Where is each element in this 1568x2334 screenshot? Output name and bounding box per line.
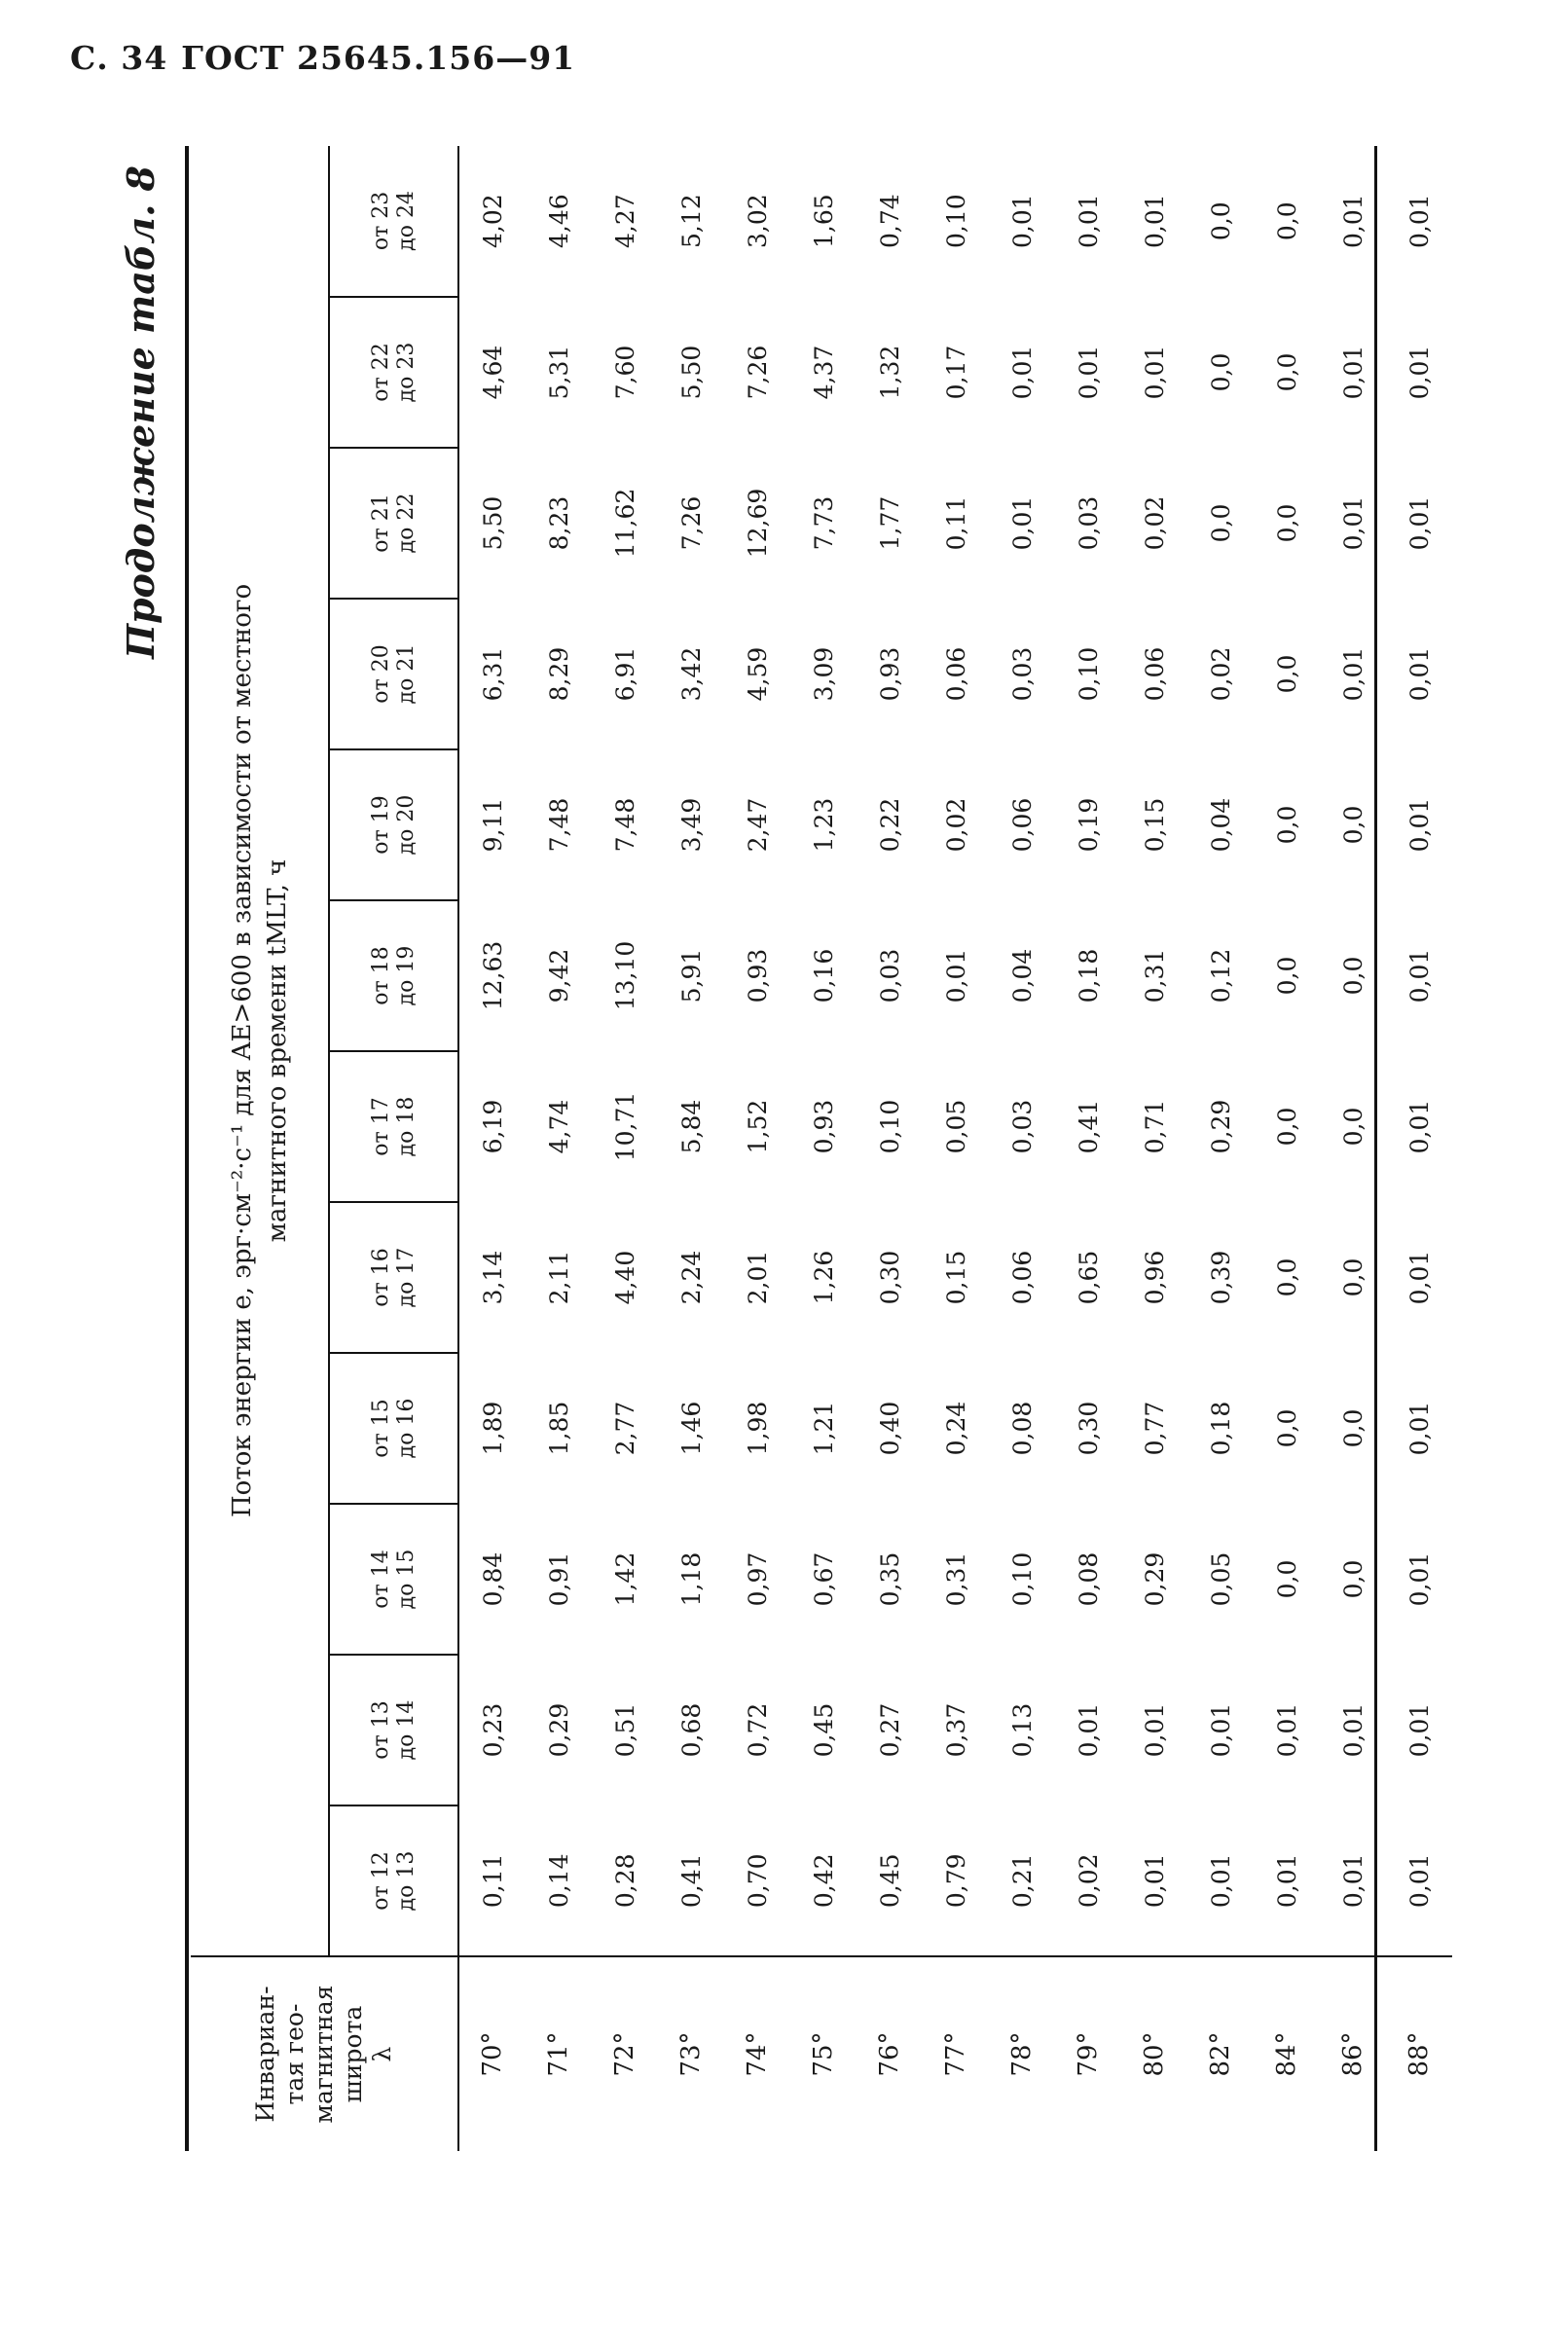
- time-range-line: от 23: [368, 191, 393, 251]
- flux-value-cell: 7,26: [743, 345, 772, 400]
- flux-value-cell: 0,0: [1272, 956, 1301, 996]
- time-range-line: до 19: [393, 945, 419, 1006]
- flux-value-cell: 0,04: [1007, 948, 1037, 1003]
- flux-value-cell: 1,77: [875, 495, 904, 551]
- flux-value-cell: 0,01: [1074, 194, 1103, 249]
- table-row: [724, 146, 790, 2151]
- flux-value-cell: 11,62: [610, 488, 639, 559]
- flux-value-cell: 0,10: [941, 194, 970, 249]
- latitude-cell: 78°: [989, 1956, 1055, 2151]
- flux-value-cell: 0,28: [610, 1853, 639, 1909]
- table-body: [458, 146, 1452, 2151]
- flux-value-cell: 0,0: [1272, 805, 1301, 845]
- flux-value-cell: 0,72: [743, 1702, 772, 1758]
- flux-value-cell: 0,01: [1140, 345, 1169, 400]
- flux-value-cell: 0,14: [544, 1853, 573, 1909]
- flux-value-cell: 0,0: [1272, 201, 1301, 241]
- flux-value-cell: 0,01: [1140, 1853, 1169, 1909]
- table-row: [1386, 146, 1452, 2151]
- flux-value-cell: 5,84: [676, 1099, 706, 1154]
- time-range-line: от 13: [368, 1700, 393, 1760]
- flux-value-cell: 0,01: [1404, 1401, 1434, 1456]
- flux-value-cell: 0,01: [1404, 948, 1434, 1003]
- flux-value-cell: 0,01: [1074, 345, 1103, 400]
- flux-value-cell: 1,89: [478, 1401, 507, 1456]
- flux-value-cell: 0,01: [1404, 1099, 1434, 1154]
- flux-value-cell: 1,26: [809, 1250, 838, 1305]
- flux-value-cell: 0,05: [941, 1099, 970, 1154]
- latitude-cell: 73°: [658, 1956, 724, 2151]
- table-bottom-rule: [1374, 146, 1377, 2151]
- flux-value-cell: 0,21: [1007, 1853, 1037, 1909]
- time-range-line: до 16: [393, 1398, 419, 1459]
- flux-value-cell: 0,01: [1404, 797, 1434, 853]
- latitude-cell: 71°: [526, 1956, 592, 2151]
- flux-value-cell: 0,41: [1074, 1099, 1103, 1154]
- table-row: [857, 146, 923, 2151]
- latitude-cell: 74°: [724, 1956, 790, 2151]
- flux-value-cell: 0,0: [1338, 805, 1367, 845]
- latitude-column-header: [191, 1956, 458, 2151]
- flux-value-cell: 0,0: [1338, 956, 1367, 996]
- flux-value-cell: 0,01: [1404, 1250, 1434, 1305]
- flux-value-cell: 10,71: [610, 1091, 639, 1162]
- flux-value-cell: 0,30: [875, 1250, 904, 1305]
- latitude-header-line: тая гео-: [280, 2003, 309, 2105]
- table-row: [923, 146, 989, 2151]
- flux-value-cell: 0,31: [941, 1551, 970, 1607]
- group-header-line-1: Поток энергии e, эрг·см⁻²·с⁻¹ для AE>600 в зависимости от местного: [227, 583, 257, 1517]
- flux-value-cell: 1,46: [676, 1401, 706, 1456]
- flux-value-cell: 1,52: [743, 1099, 772, 1154]
- flux-value-cell: 0,19: [1074, 797, 1103, 853]
- page-header: [70, 39, 589, 77]
- latitude-header-line: широта: [339, 2005, 367, 2103]
- flux-value-cell: 0,91: [544, 1551, 573, 1607]
- flux-value-cell: 0,01: [1007, 345, 1037, 400]
- flux-value-cell: 1,65: [809, 194, 838, 249]
- flux-value-cell: 1,21: [809, 1401, 838, 1456]
- flux-value-cell: 0,0: [1272, 352, 1301, 392]
- flux-value-cell: 0,01: [1338, 1853, 1367, 1909]
- flux-value-cell: 4,37: [809, 345, 838, 400]
- flux-value-cell: 0,97: [743, 1551, 772, 1607]
- flux-value-cell: 0,29: [1206, 1099, 1235, 1154]
- latitude-cell: 76°: [857, 1956, 923, 2151]
- flux-value-cell: 0,01: [1272, 1853, 1301, 1909]
- flux-value-cell: 0,16: [809, 948, 838, 1003]
- flux-value-cell: 1,85: [544, 1401, 573, 1456]
- time-range-line: до 18: [393, 1096, 419, 1157]
- latitude-cell: 72°: [592, 1956, 658, 2151]
- flux-value-cell: 0,01: [1074, 1702, 1103, 1758]
- flux-value-cell: 0,01: [1007, 495, 1037, 551]
- table-row: [790, 146, 857, 2151]
- latitude-cell: 86°: [1320, 1956, 1386, 2151]
- flux-value-cell: 0,11: [478, 1853, 507, 1909]
- flux-value-cell: 0,29: [1140, 1551, 1169, 1607]
- table-row: [1254, 146, 1320, 2151]
- time-range-header: [329, 146, 458, 297]
- time-range-header: [329, 900, 458, 1051]
- table-row: [592, 146, 658, 2151]
- flux-value-cell: 2,47: [743, 797, 772, 853]
- flux-value-cell: 4,40: [610, 1250, 639, 1305]
- flux-value-cell: 0,01: [1338, 495, 1367, 551]
- time-range-line: от 19: [368, 795, 393, 855]
- flux-value-cell: 0,0: [1338, 1107, 1367, 1147]
- flux-value-cell: 0,24: [941, 1401, 970, 1456]
- time-range-line: от 21: [368, 493, 393, 553]
- flux-value-cell: 2,77: [610, 1401, 639, 1456]
- flux-value-cell: 0,0: [1272, 1408, 1301, 1448]
- flux-value-cell: 0,0: [1272, 1559, 1301, 1599]
- flux-value-cell: 0,0: [1338, 1408, 1367, 1448]
- flux-value-cell: 4,64: [478, 345, 507, 400]
- flux-value-cell: 0,01: [1140, 194, 1169, 249]
- flux-value-cell: 0,93: [809, 1099, 838, 1154]
- time-range-line: от 15: [368, 1399, 393, 1458]
- time-range-line: до 24: [393, 191, 419, 251]
- flux-value-cell: 3,14: [478, 1250, 507, 1305]
- flux-value-cell: 4,74: [544, 1099, 573, 1154]
- flux-value-cell: 0,30: [1074, 1401, 1103, 1456]
- flux-value-cell: 0,68: [676, 1702, 706, 1758]
- flux-value-cell: 2,24: [676, 1250, 706, 1305]
- flux-value-cell: 0,01: [1404, 1551, 1434, 1607]
- flux-value-cell: 0,01: [1404, 646, 1434, 702]
- flux-value-cell: 0,93: [875, 646, 904, 702]
- flux-value-cell: 0,04: [1206, 797, 1235, 853]
- flux-value-cell: 0,01: [941, 948, 970, 1003]
- flux-value-cell: 3,49: [676, 797, 706, 853]
- flux-value-cell: 9,11: [478, 797, 507, 853]
- page-number: С. 34: [70, 39, 168, 77]
- time-range-line: до 17: [393, 1247, 419, 1308]
- flux-value-cell: 0,02: [1140, 495, 1169, 551]
- table-top-rule: [185, 146, 189, 2151]
- group-header-line-2: магнитного времени tMLT, ч: [262, 858, 292, 1243]
- flux-value-cell: 0,23: [478, 1702, 507, 1758]
- time-range-line: от 22: [368, 343, 393, 402]
- flux-value-cell: 0,11: [941, 495, 970, 551]
- time-range-header: [329, 448, 458, 599]
- flux-value-cell: 3,42: [676, 646, 706, 702]
- flux-value-cell: 5,50: [676, 345, 706, 400]
- time-range-line: от 17: [368, 1097, 393, 1156]
- latitude-cell: 88°: [1386, 1956, 1452, 2151]
- time-range-line: от 20: [368, 644, 393, 704]
- flux-value-cell: 4,02: [478, 194, 507, 249]
- flux-value-cell: 0,01: [1272, 1702, 1301, 1758]
- flux-value-cell: 0,0: [1206, 201, 1235, 241]
- flux-value-cell: 4,59: [743, 646, 772, 702]
- flux-value-cell: 13,10: [610, 940, 639, 1011]
- flux-value-cell: 0,29: [544, 1702, 573, 1758]
- time-range-header: [329, 749, 458, 900]
- flux-value-cell: 8,23: [544, 495, 573, 551]
- flux-value-cell: 0,08: [1074, 1551, 1103, 1607]
- flux-value-cell: 0,02: [1206, 646, 1235, 702]
- latitude-cell: 80°: [1121, 1956, 1187, 2151]
- flux-value-cell: 0,18: [1206, 1401, 1235, 1456]
- flux-value-cell: 0,06: [1140, 646, 1169, 702]
- time-range-header: [329, 1202, 458, 1353]
- flux-value-cell: 0,01: [1140, 1702, 1169, 1758]
- time-range-line: до 23: [393, 342, 419, 403]
- flux-value-cell: 6,31: [478, 646, 507, 702]
- flux-value-cell: 0,17: [941, 345, 970, 400]
- flux-value-cell: 0,0: [1272, 654, 1301, 694]
- flux-value-cell: 0,03: [1074, 495, 1103, 551]
- flux-value-cell: 5,12: [676, 194, 706, 249]
- latitude-cell: 70°: [458, 1956, 526, 2151]
- flux-value-cell: 3,02: [743, 194, 772, 249]
- latitude-cell: 77°: [923, 1956, 989, 2151]
- standard-code: ГОСТ 25645.156—91: [181, 39, 576, 77]
- flux-value-cell: 0,71: [1140, 1099, 1169, 1154]
- flux-value-cell: 1,18: [676, 1551, 706, 1607]
- flux-value-cell: 4,27: [610, 194, 639, 249]
- flux-value-cell: 0,01: [1404, 1853, 1434, 1909]
- flux-value-cell: 8,29: [544, 646, 573, 702]
- flux-value-cell: 0,70: [743, 1853, 772, 1909]
- flux-value-cell: 0,0: [1272, 503, 1301, 543]
- flux-value-cell: 1,42: [610, 1551, 639, 1607]
- flux-value-cell: 7,48: [610, 797, 639, 853]
- table-row: [658, 146, 724, 2151]
- latitude-header-symbol: λ: [368, 2046, 396, 2062]
- flux-value-cell: 0,31: [1140, 948, 1169, 1003]
- time-range-line: до 15: [393, 1549, 419, 1610]
- latitude-cell: 79°: [1055, 1956, 1121, 2151]
- flux-value-cell: 0,02: [1074, 1853, 1103, 1909]
- time-range-line: до 14: [393, 1699, 419, 1761]
- flux-value-cell: 0,02: [941, 797, 970, 853]
- time-range-header: [329, 297, 458, 448]
- flux-value-cell: 1,98: [743, 1401, 772, 1456]
- flux-value-cell: 0,0: [1338, 1559, 1367, 1599]
- flux-value-cell: 0,0: [1338, 1258, 1367, 1297]
- flux-value-cell: 0,03: [1007, 1099, 1037, 1154]
- flux-value-cell: 0,01: [1404, 495, 1434, 551]
- flux-value-cell: 0,06: [1007, 1250, 1037, 1305]
- flux-value-cell: 12,69: [743, 488, 772, 559]
- flux-value-cell: 0,41: [676, 1853, 706, 1909]
- flux-value-cell: 0,74: [875, 194, 904, 249]
- time-range-line: до 20: [393, 794, 419, 856]
- flux-value-cell: 0,03: [875, 948, 904, 1003]
- flux-value-cell: 6,19: [478, 1099, 507, 1154]
- flux-value-cell: 0,45: [875, 1853, 904, 1909]
- time-range-line: от 16: [368, 1248, 393, 1307]
- flux-value-cell: 12,63: [478, 940, 507, 1011]
- flux-value-cell: 0,01: [1404, 345, 1434, 400]
- flux-value-cell: 0,15: [1140, 797, 1169, 853]
- flux-value-cell: 0,01: [1206, 1702, 1235, 1758]
- flux-value-cell: 0,01: [1338, 1702, 1367, 1758]
- flux-value-cell: 0,37: [941, 1702, 970, 1758]
- time-range-line: до 21: [393, 643, 419, 705]
- table-row: [458, 146, 526, 2151]
- flux-value-cell: 5,91: [676, 948, 706, 1003]
- flux-value-cell: 1,32: [875, 345, 904, 400]
- table-row: [1055, 146, 1121, 2151]
- table-row: [526, 146, 592, 2151]
- rotated-table-block: [107, 146, 1434, 2151]
- flux-value-cell: 4,46: [544, 194, 573, 249]
- time-range-line: до 22: [393, 492, 419, 554]
- flux-value-cell: 0,40: [875, 1401, 904, 1456]
- flux-value-cell: 0,10: [875, 1099, 904, 1154]
- time-range-line: от 18: [368, 946, 393, 1005]
- flux-value-cell: 0,01: [1338, 194, 1367, 249]
- flux-value-cell: 0,0: [1206, 503, 1235, 543]
- flux-value-cell: 2,11: [544, 1250, 573, 1305]
- flux-value-cell: 0,03: [1007, 646, 1037, 702]
- flux-value-cell: 5,31: [544, 345, 573, 400]
- flux-value-cell: 0,18: [1074, 948, 1103, 1003]
- flux-value-cell: 0,79: [941, 1853, 970, 1909]
- flux-value-cell: 0,15: [941, 1250, 970, 1305]
- flux-value-cell: 1,23: [809, 797, 838, 853]
- flux-value-cell: 7,60: [610, 345, 639, 400]
- time-range-line: от 14: [368, 1550, 393, 1609]
- flux-value-cell: 0,10: [1074, 646, 1103, 702]
- latitude-cell: 82°: [1187, 1956, 1254, 2151]
- flux-value-cell: 0,08: [1007, 1401, 1037, 1456]
- flux-value-cell: 0,39: [1206, 1250, 1235, 1305]
- flux-value-cell: 0,01: [1338, 345, 1367, 400]
- flux-value-cell: 0,13: [1007, 1702, 1037, 1758]
- flux-value-cell: 0,0: [1272, 1107, 1301, 1147]
- energy-flux-table: [191, 146, 1452, 2151]
- table-row: [989, 146, 1055, 2151]
- flux-value-cell: 0,77: [1140, 1401, 1169, 1456]
- flux-value-cell: 0,01: [1338, 646, 1367, 702]
- flux-value-cell: 0,01: [1404, 1702, 1434, 1758]
- time-range-header: [329, 599, 458, 749]
- flux-value-cell: 0,06: [941, 646, 970, 702]
- table-row: [1187, 146, 1254, 2151]
- time-range-header: [329, 1353, 458, 1504]
- flux-value-cell: 6,91: [610, 646, 639, 702]
- flux-value-cell: 0,42: [809, 1853, 838, 1909]
- time-range-header-row: [329, 146, 458, 2151]
- flux-value-cell: 0,0: [1206, 352, 1235, 392]
- flux-value-cell: 0,65: [1074, 1250, 1103, 1305]
- latitude-header-line: магнитная: [310, 1985, 338, 2124]
- time-range-line: от 12: [368, 1851, 393, 1911]
- table-caption: Продолжение табл. 8: [119, 165, 163, 659]
- flux-value-cell: 0,01: [1206, 1853, 1235, 1909]
- flux-value-cell: 5,50: [478, 495, 507, 551]
- flux-value-cell: 0,45: [809, 1702, 838, 1758]
- flux-value-cell: 0,84: [478, 1551, 507, 1607]
- flux-value-cell: 0,06: [1007, 797, 1037, 853]
- latitude-header-line: Инвариан-: [251, 1986, 279, 2123]
- flux-value-cell: 7,26: [676, 495, 706, 551]
- flux-value-cell: 0,12: [1206, 948, 1235, 1003]
- flux-value-cell: 0,01: [1007, 194, 1037, 249]
- time-range-header: [329, 1051, 458, 1202]
- flux-value-cell: 7,48: [544, 797, 573, 853]
- flux-value-cell: 2,01: [743, 1250, 772, 1305]
- time-range-line: до 13: [393, 1850, 419, 1912]
- flux-value-cell: 0,0: [1272, 1258, 1301, 1297]
- flux-value-cell: 0,22: [875, 797, 904, 853]
- latitude-cell: 75°: [790, 1956, 857, 2151]
- table-row: [1121, 146, 1187, 2151]
- flux-value-cell: 0,35: [875, 1551, 904, 1607]
- flux-value-cell: 0,51: [610, 1702, 639, 1758]
- flux-value-cell: 0,93: [743, 948, 772, 1003]
- flux-value-cell: 9,42: [544, 948, 573, 1003]
- flux-value-cell: 7,73: [809, 495, 838, 551]
- flux-value-cell: 0,27: [875, 1702, 904, 1758]
- flux-value-cell: 0,10: [1007, 1551, 1037, 1607]
- flux-value-cell: 0,01: [1404, 194, 1434, 249]
- time-range-header: [329, 1805, 458, 1956]
- latitude-cell: 84°: [1254, 1956, 1320, 2151]
- time-range-header: [329, 1655, 458, 1805]
- energy-flux-group-header: [191, 146, 329, 1956]
- time-range-header: [329, 1504, 458, 1655]
- flux-value-cell: 0,67: [809, 1551, 838, 1607]
- flux-value-cell: 3,09: [809, 646, 838, 702]
- flux-value-cell: 0,96: [1140, 1250, 1169, 1305]
- flux-value-cell: 0,05: [1206, 1551, 1235, 1607]
